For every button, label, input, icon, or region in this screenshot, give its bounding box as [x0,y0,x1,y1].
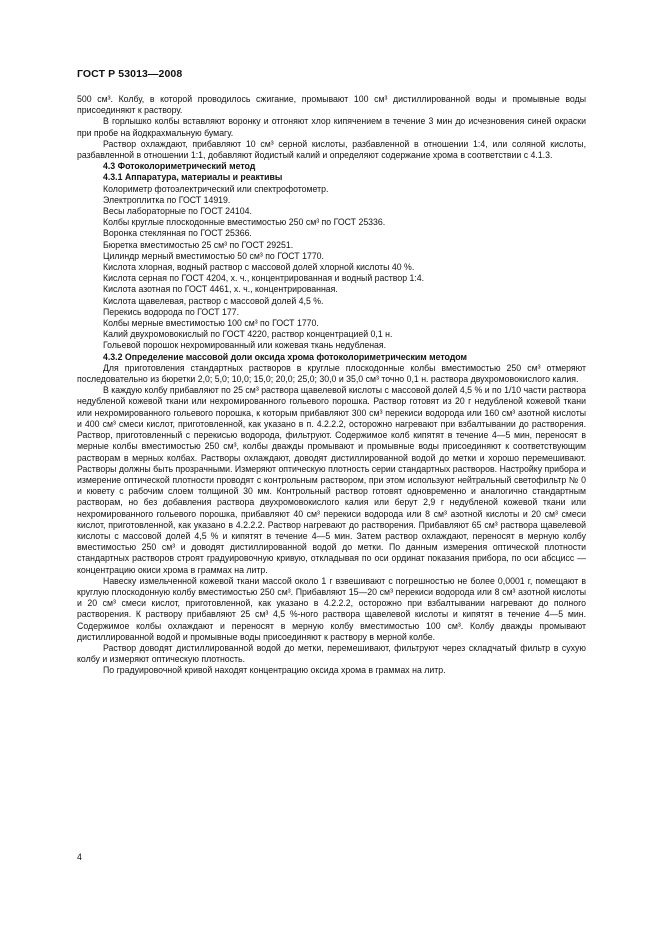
equipment-item: Бюретка вместимостью 25 см³ по ГОСТ 29251. [103,239,294,250]
standard-header: ГОСТ Р 53013—2008 [77,68,183,80]
paragraph-5: В каждую колбу прибавляют по 25 см³ раствора щавелевой кислоты с массовой долей 4,5 % и по 1/10 части раствора недубленой кожевой ткани или нехромированного гольевого порошка. Раствор готовят из 20 г недубленой кожевой ткани или нехромированного гольевого порошка, к которым прибавляют 300 см³ перекиси водорода или 160 см³ азотной кислоты и 400 см³ смеси кислот, приготовленной, как указано в п. 4.2.2.2, осторожно нагревают при взбалтывании до растворения. Раствор, приготовленный с перекисью водорода, фильтруют. Содержимое колб кипятят в течение 4—5 мин, переносят в мерные колбы вместимостью 250 см³, колбы дважды промывают и промывные воды присоединяют к соответствующим растворам в мерных колбах. Растворы охлаждают, доводят дистиллированной водой до метки и хорошо перемешивают. Растворы должны быть прозрачными. Измеряют оптическую плотность серии стандартных растворов. Настройку прибора и измерение оптической плотности проводят с контрольным раствором, при этом используют нейтральный светофильтр № 0 и кювету с рабочим слоем толщиной 30 мм. Контрольный раствор готовят одновременно и аналогично стандартным растворам, но без добавления раствора двухромовокислого калия или берут 2,9 г недубленой кожевой ткани или нехромированного гольевого порошка, прибавляют 40 см³ перекиси водорода или 8 см³ азотной кислоты и 20 см³ смеси кислот, приготовленной, как указано в 4.2.2.2. Раствор нагревают до растворения. Прибавляют 65 см³ раствора щавелевой кислоты с массовой долей 4,5 % и кипятят в течение 4—5 мин. Затем раствор охлаждают, переносят в мерную колбу вместимостью 250 см³ и доводят дистиллированной водой до метки. По данным измерения оптической плотности стандартных растворов строят градуировочную кривую, откладывая по оси ординат показания прибора, по оси абсцисс — концентрацию окиси хрома в граммах на литр. [77,385,586,575]
equipment-item: Кислота хлорная, водный раствор с массовой долей хлорной кислоты 40 %. [103,262,415,273]
equipment-item: Перекись водорода по ГОСТ 177. [103,306,240,317]
equipment-item: Гольевой порошок нехромированный или кожевая ткань недубленая. [103,340,387,351]
paragraph-7: Раствор доводят дистиллированной водой до метки, перемешивают, фильтруют через складчатый фильтр в сухую колбу и измеряют оптическую плотность. [77,642,586,665]
equipment-item: Цилиндр мерный вместимостью 50 см³ по ГОСТ 1770. [103,250,324,261]
section-heading-4-3-2: 4.3.2 Определение массовой доли оксида хрома фотоколориметрическим методом [103,351,468,362]
equipment-item: Колориметр фотоэлектрический или спектрофотометр. [103,183,329,194]
equipment-item: Кислота азотная по ГОСТ 4461, х. ч., концентрированная. [103,284,338,295]
paragraph-4: Для приготовления стандартных растворов в круглые плоскодонные колбы вместимостью 250 см³ отмеряют последовательно из бюретки 2,0; 5,0; 10,0; 15,0; 20,0; 25,0; 30,0 и 35,0 см³ точно 0,1 н. раствора двухромовокислого калия. [77,362,586,385]
equipment-item: Калий двухромовокислый по ГОСТ 4220, раствор концентрацией 0,1 н. [103,329,393,340]
equipment-list [77,184,586,352]
section-heading-4-3-1: 4.3.1 Аппаратура, материалы и реактивы [103,172,283,183]
paragraph-3: Раствор охлаждают, прибавляют 10 см³ серной кислоты, разбавленной в отношении 1:4, или соляной кислоты, разбавленной в отношении 1:1, добавляют йодистый калий и определяют содержание хрома в соответствии с 4.1.3. [77,138,586,161]
equipment-item: Кислота щавелевая, раствор с массовой долей 4,5 %. [103,295,324,306]
page-number: 4 [77,852,82,862]
paragraph-6: Навеску измельченной кожевой ткани массой около 1 г взвешивают с погрешностью не более 0,0001 г, помещают в круглую плоскодонную колбу вместимостью 250 см³. Прибавляют 15—20 см³ перекиси водорода или 8 см³ азотной кислоты и 20 см³ смеси кислот, приготовленной, как указано в 4.2.2.2, осторожно при взбалтывании нагревают до полного растворения. К раствору прибавляют 25 см³ 4,5 %-ного раствора щавелевой кислоты и кипятят в течение 4—5 мин. Содержимое колбы охлаждают и переносят в мерную колбу вместимостью 100 см³. Колбу дважды промывают дистиллированной водой и промывные воды присоединяют к раствору в мерной колбе. [77,575,586,642]
equipment-item: Кислота серная по ГОСТ 4204, х. ч., концентрированная и водный раствор 1:4. [103,273,425,284]
paragraph-2: В горлышко колбы вставляют воронку и отгоняют хлор кипячением в течение 3 мин до исчезновения синей окраски при пробе на йодкрахмальную бумагу. [77,116,586,138]
equipment-item: Колбы мерные вместимостью 100 см³ по ГОСТ 1770. [103,318,319,329]
equipment-item: Весы лабораторные по ГОСТ 24104. [103,206,252,217]
equipment-item: Воронка стеклянная по ГОСТ 25366. [103,228,252,239]
equipment-item: Колбы круглые плоскодонные вместимостью 250 см³ по ГОСТ 25336. [103,217,386,228]
document-body [77,94,586,677]
paragraph-8: По градуировочной кривой находят концентрацию оксида хрома в граммах на литр. [103,665,446,676]
equipment-item: Электроплитка по ГОСТ 14919. [103,194,231,205]
paragraph-1: 500 см³. Колбу, в которой проводилось сжигание, промывают 100 см³ дистиллированной воды и промывные воды присоединяют к раствору. [77,94,586,116]
section-heading-4-3: 4.3 Фотоколориметрический метод [103,161,256,172]
